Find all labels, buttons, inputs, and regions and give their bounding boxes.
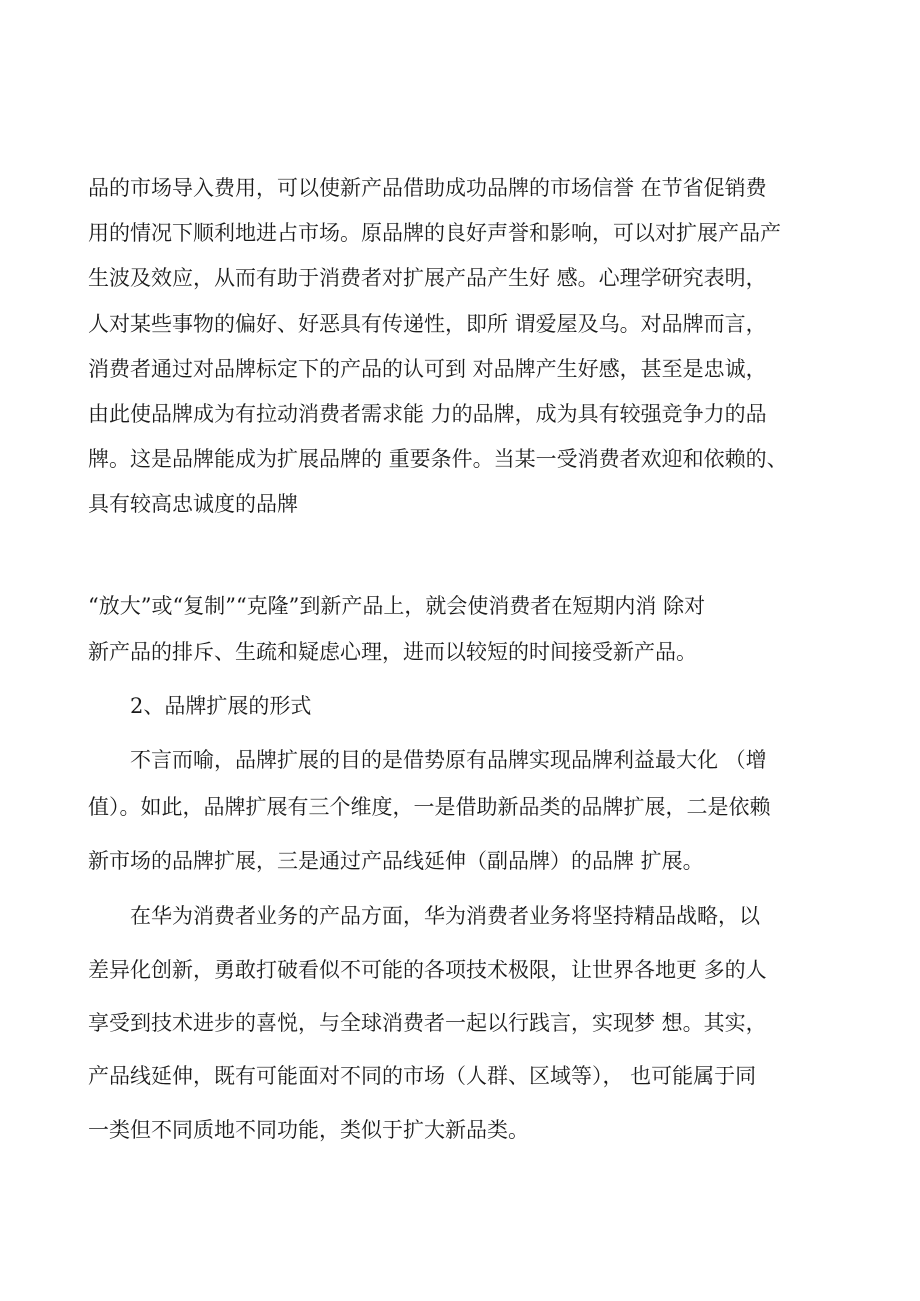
- paragraph-1-line-1: 品的市场导入费用，可以使新产品借助成功品牌的市场信誉 在节省促销费: [88, 176, 767, 200]
- paragraph-2-line-1: “放大”或“复制”“克隆”到新产品上，就会使消费者在短期内消 除对: [88, 594, 706, 618]
- paragraph-1-line-3: 生波及效应，从而有助于消费者对扩展产品产生好 感。心理学研究表明，: [88, 266, 767, 290]
- paragraph-4-line-5: 一类但不同质地不同功能，类似于扩大新品类。: [88, 1118, 529, 1142]
- paragraph-1-line-8: 具有较高忠诚度的品牌: [88, 492, 298, 516]
- section-heading: 2、品牌扩展的形式: [130, 694, 312, 718]
- paragraph-3-line-3: 新市场的品牌扩展，三是通过产品线延伸（副品牌）的品牌 扩展。: [88, 849, 704, 873]
- paragraph-4-line-4: 产品线延伸，既有可能面对不同的市场（人群、区域等）， 也可能属于同: [88, 1064, 757, 1088]
- paragraph-1-line-2: 用的情况下顺利地进占市场。原品牌的良好声誉和影响，可以对扩展产品产: [88, 221, 781, 245]
- paragraph-3-line-2: 值）。如此，品牌扩展有三个维度，一是借助新品类的品牌扩展，二是依赖: [88, 795, 771, 819]
- paragraph-1-line-5: 消费者通过对品牌标定下的产品的认可到 对品牌产生好感，甚至是忠诚，: [88, 357, 767, 381]
- paragraph-4-line-3: 享受到技术进步的喜悦，与全球消费者一起以行践言，实现梦 想。其实，: [88, 1011, 767, 1035]
- paragraph-4-line-2: 差异化创新，勇敢打破看似不可能的各项技术极限，让世界各地更 多的人: [88, 958, 767, 982]
- paragraph-1-line-4: 人对某些事物的偏好、好恶具有传递性，即所 谓爱屋及乌。对品牌而言，: [88, 312, 767, 336]
- paragraph-3-line-1: 不言而喻，品牌扩展的目的是借势原有品牌实现品牌利益最大化 （增: [130, 748, 767, 772]
- paragraph-4-line-1: 在华为消费者业务的产品方面，华为消费者业务将坚持精品战略，以: [130, 904, 760, 928]
- paragraph-1-line-6: 由此使品牌成为有拉动消费者需求能 力的品牌，成为具有较强竞争力的品: [88, 402, 767, 426]
- paragraph-1-line-7: 牌。这是品牌能成为扩展品牌的 重要条件。当某一受消费者欢迎和依赖的、: [88, 447, 788, 471]
- paragraph-2-line-2: 新产品的排斥、生疏和疑虑心理，进而以较短的时间接受新产品。: [88, 640, 697, 664]
